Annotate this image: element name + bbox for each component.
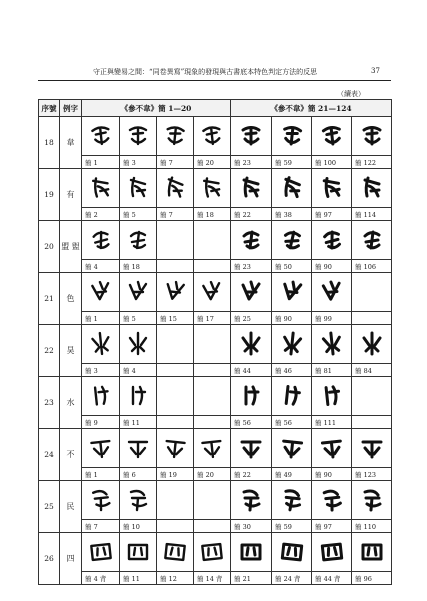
glyph-cell xyxy=(194,117,231,156)
bamboo-slip-glyph-image xyxy=(199,122,225,150)
glyph-cell xyxy=(120,273,157,312)
table-label-row xyxy=(39,520,392,533)
glyph-cell xyxy=(157,377,194,416)
bamboo-slip-glyph-image xyxy=(125,486,151,514)
slip-number-label: 簡 90 xyxy=(272,312,312,325)
header-serial: 序號 xyxy=(39,100,60,117)
glyph-cell xyxy=(82,481,120,520)
bamboo-slip-glyph-image xyxy=(162,122,188,150)
slip-number-label: 簡 5 xyxy=(120,208,157,221)
slip-number-label: 簡 5 xyxy=(120,312,157,325)
glyph-cell xyxy=(231,273,272,312)
slip-number-label xyxy=(352,416,392,429)
table-row xyxy=(39,221,392,260)
slip-number-label xyxy=(157,520,194,533)
bamboo-slip-glyph-image xyxy=(238,382,264,410)
glyph-cell xyxy=(157,533,194,572)
slip-number-label: 簡 122 xyxy=(352,156,392,169)
glyph-cell xyxy=(352,221,392,260)
table-label-row xyxy=(39,260,392,273)
glyph-cell xyxy=(82,429,120,468)
table-row xyxy=(39,117,392,156)
slip-number-label: 簡 100 xyxy=(312,156,352,169)
row-example-char: 昊 xyxy=(60,325,82,377)
bamboo-slip-glyph-image xyxy=(319,122,345,150)
table-label-row xyxy=(39,208,392,221)
bamboo-slip-glyph-image xyxy=(125,330,151,358)
glyph-cell xyxy=(231,377,272,416)
glyph-cell xyxy=(82,169,120,208)
bamboo-slip-glyph-image xyxy=(125,174,151,202)
bamboo-slip-glyph-image xyxy=(319,174,345,202)
table-header-row xyxy=(39,100,392,117)
bamboo-slip-glyph-image xyxy=(88,278,114,306)
bamboo-slip-glyph-image xyxy=(88,486,114,514)
row-serial: 25 xyxy=(39,481,60,533)
slip-number-label: 簡 59 xyxy=(272,520,312,533)
glyph-cell xyxy=(120,117,157,156)
slip-number-label: 簡 106 xyxy=(352,260,392,273)
slip-number-label xyxy=(157,364,194,377)
page-number: 37 xyxy=(371,67,380,75)
bamboo-slip-glyph-image xyxy=(238,330,264,358)
slip-number-label: 簡 7 xyxy=(157,208,194,221)
glyph-cell xyxy=(352,169,392,208)
slip-number-label: 簡 1 xyxy=(82,156,120,169)
table-row xyxy=(39,169,392,208)
slip-number-label: 簡 20 xyxy=(194,156,231,169)
bamboo-slip-glyph-image xyxy=(162,434,188,462)
glyph-cell xyxy=(194,169,231,208)
slip-number-label: 簡 30 xyxy=(231,520,272,533)
table-label-row xyxy=(39,468,392,481)
bamboo-slip-glyph-image xyxy=(199,538,225,566)
slip-number-label: 簡 81 xyxy=(312,364,352,377)
glyph-cell xyxy=(272,377,312,416)
glyph-cell xyxy=(82,325,120,364)
bamboo-slip-glyph-image xyxy=(319,538,345,566)
slip-number-label: 簡 2 xyxy=(82,208,120,221)
glyph-cell xyxy=(272,221,312,260)
table-body xyxy=(39,117,392,585)
bamboo-slip-glyph-image xyxy=(162,538,188,566)
glyph-cell xyxy=(231,221,272,260)
row-example-char: 四 xyxy=(60,533,82,585)
bamboo-slip-glyph-image xyxy=(238,122,264,150)
row-example-char: 盟 盥 xyxy=(60,221,82,273)
glyph-cell xyxy=(352,533,392,572)
glyph-cell xyxy=(120,533,157,572)
bamboo-slip-glyph-image xyxy=(359,174,385,202)
slip-number-label: 簡 97 xyxy=(312,208,352,221)
glyph-cell xyxy=(352,481,392,520)
slip-number-label: 簡 4 xyxy=(82,260,120,273)
bamboo-slip-glyph-image xyxy=(199,434,225,462)
glyph-cell xyxy=(120,377,157,416)
slip-number-label: 簡 3 xyxy=(82,364,120,377)
glyph-cell xyxy=(157,169,194,208)
bamboo-slip-glyph-image xyxy=(319,486,345,514)
slip-number-label xyxy=(194,520,231,533)
bamboo-slip-glyph-image xyxy=(238,226,264,254)
glyph-cell xyxy=(312,325,352,364)
slip-number-label: 簡 96 xyxy=(352,572,392,585)
glyph-cell xyxy=(231,533,272,572)
glyph-cell xyxy=(312,533,352,572)
slip-number-label: 簡 7 xyxy=(157,156,194,169)
bamboo-slip-glyph-image xyxy=(319,226,345,254)
bamboo-slip-glyph-image xyxy=(279,382,305,410)
bamboo-slip-glyph-image xyxy=(125,382,151,410)
glyph-cell xyxy=(231,117,272,156)
row-example-char: 韋 xyxy=(60,117,82,169)
header-rule xyxy=(38,80,391,81)
glyph-comparison-table xyxy=(38,99,392,585)
row-serial: 19 xyxy=(39,169,60,221)
table-row xyxy=(39,273,392,312)
table-row xyxy=(39,481,392,520)
glyph-cell xyxy=(231,429,272,468)
slip-number-label: 簡 111 xyxy=(312,416,352,429)
bamboo-slip-glyph-image xyxy=(88,226,114,254)
glyph-cell xyxy=(312,221,352,260)
bamboo-slip-glyph-image xyxy=(238,174,264,202)
glyph-cell xyxy=(231,325,272,364)
glyph-cell xyxy=(194,429,231,468)
bamboo-slip-glyph-image xyxy=(125,278,151,306)
bamboo-slip-glyph-image xyxy=(359,434,385,462)
glyph-cell xyxy=(272,169,312,208)
bamboo-slip-glyph-image xyxy=(125,434,151,462)
glyph-cell xyxy=(352,325,392,364)
row-serial: 23 xyxy=(39,377,60,429)
slip-number-label: 簡 56 xyxy=(231,416,272,429)
bamboo-slip-glyph-image xyxy=(279,174,305,202)
table-row xyxy=(39,377,392,416)
glyph-cell xyxy=(120,429,157,468)
bamboo-slip-glyph-image xyxy=(88,382,114,410)
glyph-cell xyxy=(194,533,231,572)
slip-number-label: 簡 90 xyxy=(312,468,352,481)
bamboo-slip-glyph-image xyxy=(319,330,345,358)
bamboo-slip-glyph-image xyxy=(319,382,345,410)
row-example-char: 民 xyxy=(60,481,82,533)
row-example-char: 不 xyxy=(60,429,82,481)
glyph-cell xyxy=(352,273,392,312)
slip-number-label: 簡 56 xyxy=(272,416,312,429)
slip-number-label: 簡 110 xyxy=(352,520,392,533)
header-group-a: 《參不韋》簡 1—20 xyxy=(82,100,231,117)
slip-number-label: 簡 22 xyxy=(231,208,272,221)
bamboo-slip-glyph-image xyxy=(88,538,114,566)
glyph-cell xyxy=(352,429,392,468)
glyph-cell xyxy=(272,117,312,156)
slip-number-label: 簡 90 xyxy=(312,260,352,273)
slip-number-label: 簡 10 xyxy=(120,520,157,533)
slip-number-label: 簡 49 xyxy=(272,468,312,481)
glyph-cell xyxy=(272,533,312,572)
bamboo-slip-glyph-image xyxy=(359,330,385,358)
glyph-cell xyxy=(272,481,312,520)
slip-number-label: 簡 12 xyxy=(157,572,194,585)
slip-number-label: 簡 24 背 xyxy=(272,572,312,585)
slip-number-label: 簡 1 xyxy=(82,312,120,325)
glyph-cell xyxy=(82,117,120,156)
bamboo-slip-glyph-image xyxy=(279,434,305,462)
row-serial: 18 xyxy=(39,117,60,169)
bamboo-slip-glyph-image xyxy=(199,174,225,202)
slip-number-label: 簡 17 xyxy=(194,312,231,325)
slip-number-label: 簡 21 xyxy=(231,572,272,585)
glyph-cell xyxy=(272,273,312,312)
row-serial: 24 xyxy=(39,429,60,481)
slip-number-label: 簡 4 背 xyxy=(82,572,120,585)
glyph-cell xyxy=(157,117,194,156)
glyph-cell xyxy=(82,221,120,260)
glyph-cell xyxy=(231,481,272,520)
slip-number-label xyxy=(157,416,194,429)
row-serial: 21 xyxy=(39,273,60,325)
slip-number-label: 簡 123 xyxy=(352,468,392,481)
bamboo-slip-glyph-image xyxy=(279,226,305,254)
slip-number-label xyxy=(194,260,231,273)
slip-number-label: 簡 15 xyxy=(157,312,194,325)
slip-number-label: 簡 20 xyxy=(194,468,231,481)
slip-number-label: 簡 99 xyxy=(312,312,352,325)
bamboo-slip-glyph-image xyxy=(359,538,385,566)
bamboo-slip-glyph-image xyxy=(162,278,188,306)
bamboo-slip-glyph-image xyxy=(88,330,114,358)
slip-number-label: 簡 114 xyxy=(352,208,392,221)
row-serial: 22 xyxy=(39,325,60,377)
bamboo-slip-glyph-image xyxy=(279,122,305,150)
header-group-b: 《參不韋》簡 21—124 xyxy=(231,100,392,117)
glyph-cell xyxy=(312,273,352,312)
glyph-cell xyxy=(272,325,312,364)
bamboo-slip-glyph-image xyxy=(199,278,225,306)
header-example: 例字 xyxy=(60,100,82,117)
slip-number-label: 簡 44 xyxy=(231,364,272,377)
glyph-cell xyxy=(157,325,194,364)
glyph-cell xyxy=(272,429,312,468)
slip-number-label: 簡 59 xyxy=(272,156,312,169)
bamboo-slip-glyph-image xyxy=(125,538,151,566)
table-row xyxy=(39,429,392,468)
slip-number-label: 簡 22 xyxy=(231,468,272,481)
glyph-cell xyxy=(312,117,352,156)
slip-number-label: 簡 9 xyxy=(82,416,120,429)
glyph-cell xyxy=(82,273,120,312)
glyph-cell xyxy=(312,481,352,520)
bamboo-slip-glyph-image xyxy=(319,278,345,306)
glyph-cell xyxy=(82,377,120,416)
glyph-cell xyxy=(157,481,194,520)
slip-number-label: 簡 23 xyxy=(231,260,272,273)
bamboo-slip-glyph-image xyxy=(238,434,264,462)
bamboo-slip-glyph-image xyxy=(319,434,345,462)
slip-number-label xyxy=(194,364,231,377)
slip-number-label: 簡 18 xyxy=(120,260,157,273)
table-label-row xyxy=(39,156,392,169)
slip-number-label: 簡 18 xyxy=(194,208,231,221)
slip-number-label: 簡 19 xyxy=(157,468,194,481)
slip-number-label: 簡 50 xyxy=(272,260,312,273)
continuation-note: （續表） xyxy=(337,90,365,98)
bamboo-slip-glyph-image xyxy=(88,434,114,462)
bamboo-slip-glyph-image xyxy=(88,174,114,202)
glyph-cell xyxy=(312,169,352,208)
bamboo-slip-glyph-image xyxy=(279,330,305,358)
bamboo-slip-glyph-image xyxy=(238,486,264,514)
glyph-cell xyxy=(157,273,194,312)
glyph-cell xyxy=(120,481,157,520)
glyph-cell xyxy=(194,273,231,312)
slip-number-label: 簡 23 xyxy=(231,156,272,169)
slip-number-label: 簡 11 xyxy=(120,572,157,585)
glyph-cell xyxy=(157,429,194,468)
slip-number-label xyxy=(157,260,194,273)
bamboo-slip-glyph-image xyxy=(279,486,305,514)
row-example-char: 色 xyxy=(60,273,82,325)
row-serial: 26 xyxy=(39,533,60,585)
glyph-cell xyxy=(194,377,231,416)
glyph-cell xyxy=(120,221,157,260)
running-head: 守正與變易之間：“同卷異寫”現象的發現與古書底本特色判定方法的反思 xyxy=(93,68,318,76)
bamboo-slip-glyph-image xyxy=(279,538,305,566)
bamboo-slip-glyph-image xyxy=(359,486,385,514)
slip-number-label: 簡 38 xyxy=(272,208,312,221)
slip-number-label: 簡 14 背 xyxy=(194,572,231,585)
bamboo-slip-glyph-image xyxy=(238,538,264,566)
glyph-cell xyxy=(194,325,231,364)
glyph-cell xyxy=(312,377,352,416)
slip-number-label: 簡 44 背 xyxy=(312,572,352,585)
glyph-cell xyxy=(194,221,231,260)
table-row xyxy=(39,533,392,572)
glyph-cell xyxy=(120,169,157,208)
table-label-row xyxy=(39,312,392,325)
slip-number-label: 簡 25 xyxy=(231,312,272,325)
row-example-char: 有 xyxy=(60,169,82,221)
bamboo-slip-glyph-image xyxy=(238,278,264,306)
slip-number-label: 簡 4 xyxy=(120,364,157,377)
glyph-cell xyxy=(312,429,352,468)
table-label-row xyxy=(39,416,392,429)
slip-number-label: 簡 84 xyxy=(352,364,392,377)
slip-number-label: 簡 46 xyxy=(272,364,312,377)
slip-number-label: 簡 11 xyxy=(120,416,157,429)
slip-number-label: 簡 6 xyxy=(120,468,157,481)
glyph-cell xyxy=(231,169,272,208)
glyph-cell xyxy=(194,481,231,520)
row-serial: 20 xyxy=(39,221,60,273)
slip-number-label: 簡 1 xyxy=(82,468,120,481)
row-example-char: 水 xyxy=(60,377,82,429)
glyph-cell xyxy=(82,533,120,572)
bamboo-slip-glyph-image xyxy=(359,122,385,150)
slip-number-label: 簡 3 xyxy=(120,156,157,169)
table-label-row xyxy=(39,572,392,585)
slip-number-label: 簡 97 xyxy=(312,520,352,533)
table-row xyxy=(39,325,392,364)
glyph-cell xyxy=(120,325,157,364)
bamboo-slip-glyph-image xyxy=(279,278,305,306)
bamboo-slip-glyph-image xyxy=(125,122,151,150)
glyph-cell xyxy=(352,117,392,156)
bamboo-slip-glyph-image xyxy=(125,226,151,254)
bamboo-slip-glyph-image xyxy=(88,122,114,150)
slip-number-label xyxy=(352,312,392,325)
slip-number-label xyxy=(194,416,231,429)
slip-number-label: 簡 7 xyxy=(82,520,120,533)
glyph-cell xyxy=(157,221,194,260)
table-label-row xyxy=(39,364,392,377)
bamboo-slip-glyph-image xyxy=(162,174,188,202)
bamboo-slip-glyph-image xyxy=(359,226,385,254)
glyph-cell xyxy=(352,377,392,416)
